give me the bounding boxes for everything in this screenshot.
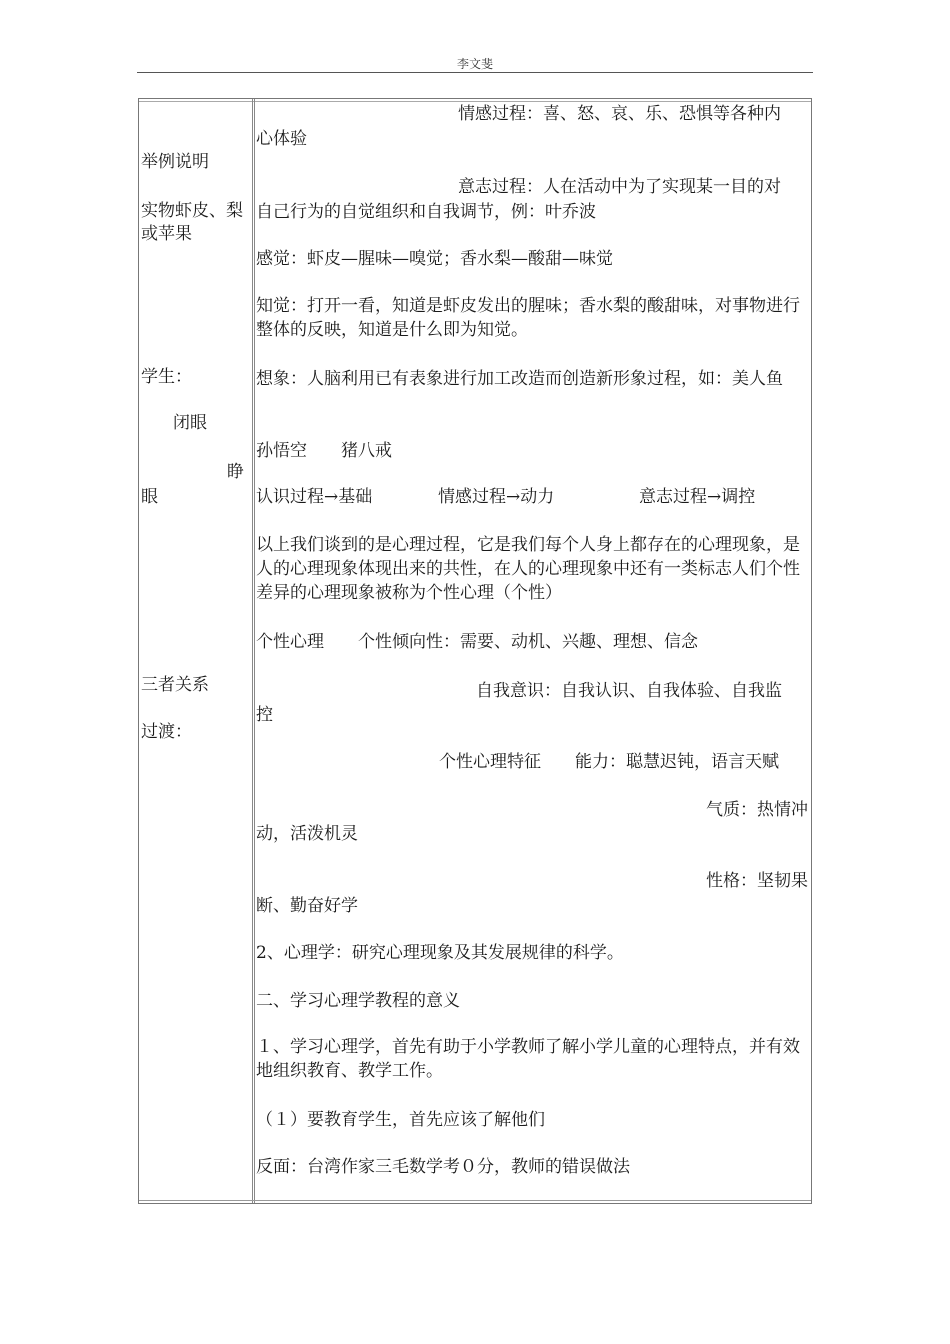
transition-paragraph: 以上我们谈到的是心理过程，它是我们每个人身上都存在的心理现象，是人的心理现象体现出来的共性，在人的心理现象中还有一类标志人们个性差异的心理现象被称为个性心理（个性） (256, 535, 800, 603)
will-regulation: 意志过程→调控 (639, 487, 756, 507)
lesson-table (138, 98, 812, 1204)
character-cont: 断、勤奋好学 (256, 896, 358, 916)
left-note-close-eyes: 闭眼 (173, 413, 207, 433)
left-note-objects: 实物虾皮、梨 (141, 201, 243, 221)
subpoint-1: （１）要教育学生，首先应该了解他们 (256, 1110, 545, 1130)
left-note-relation: 三者关系 (141, 675, 209, 695)
character-line: 性格：坚韧果 (706, 871, 808, 891)
sensation-paragraph: 感觉：虾皮—腥味—嗅觉；香水梨—酸甜—味觉 (256, 249, 613, 269)
emotion-process-line: 情感过程：喜、怒、哀、乐、恐惧等各种内 (458, 104, 781, 124)
left-note-example: 举例说明 (141, 152, 209, 172)
psychology-definition: 2、心理学：研究心理现象及其发展规律的科学。 (256, 943, 624, 963)
temperament-cont: 动，活泼机灵 (256, 824, 358, 844)
negative-example: 反面：台湾作家三毛数学考０分，教师的错误做法 (256, 1157, 630, 1177)
header-rule (137, 72, 813, 73)
temperament-line: 气质：热情冲 (706, 800, 808, 820)
left-note-students: 学生： (141, 367, 192, 387)
left-note-open: 睁 (227, 462, 244, 482)
will-process-cont: 自己行为的自觉组织和自我调节，例：叶乔波 (256, 202, 596, 222)
significance-point-1: １、学习心理学，首先有助于小学教师了解小学儿童的心理特点，并有效地组织教育、教学工作。 (256, 1037, 800, 1081)
emotion-motivation: 情感过程→动力 (438, 487, 555, 507)
imagination-examples: 孙悟空 猪八戒 (256, 441, 392, 461)
left-note-transition: 过渡： (141, 722, 192, 742)
personality-characteristics: 个性心理特征 能力：聪慧迟钝，语言天赋 (439, 752, 779, 772)
personality-tendency: 个性心理 个性倾向性：需要、动机、兴趣、理想、信念 (256, 632, 698, 652)
header-author: 李文斐 (456, 57, 493, 71)
will-process-line: 意志过程：人在活动中为了实现某一目的对 (458, 177, 781, 197)
self-consciousness-line: 自我意识：自我认识、自我体验、自我监 (476, 681, 782, 701)
cognitive-foundation: 认识过程→基础 (256, 487, 373, 507)
perception-paragraph: 知觉：打开一看，知道是虾皮发出的腥味；香水梨的酸甜味，对事物进行整体的反映，知道是什么即为知觉。 (256, 296, 800, 340)
emotion-process-cont: 心体验 (256, 129, 307, 149)
section-heading-significance: 二、学习心理学教程的意义 (256, 991, 460, 1011)
self-consciousness-cont: 控 (256, 705, 273, 725)
left-note-eyes: 眼 (141, 487, 158, 507)
left-note-objects-cont: 或苹果 (141, 224, 192, 244)
imagination-paragraph: 想象：人脑利用已有表象进行加工改造而创造新形象过程，如：美人鱼 (256, 369, 783, 389)
column-separator (252, 99, 255, 1203)
